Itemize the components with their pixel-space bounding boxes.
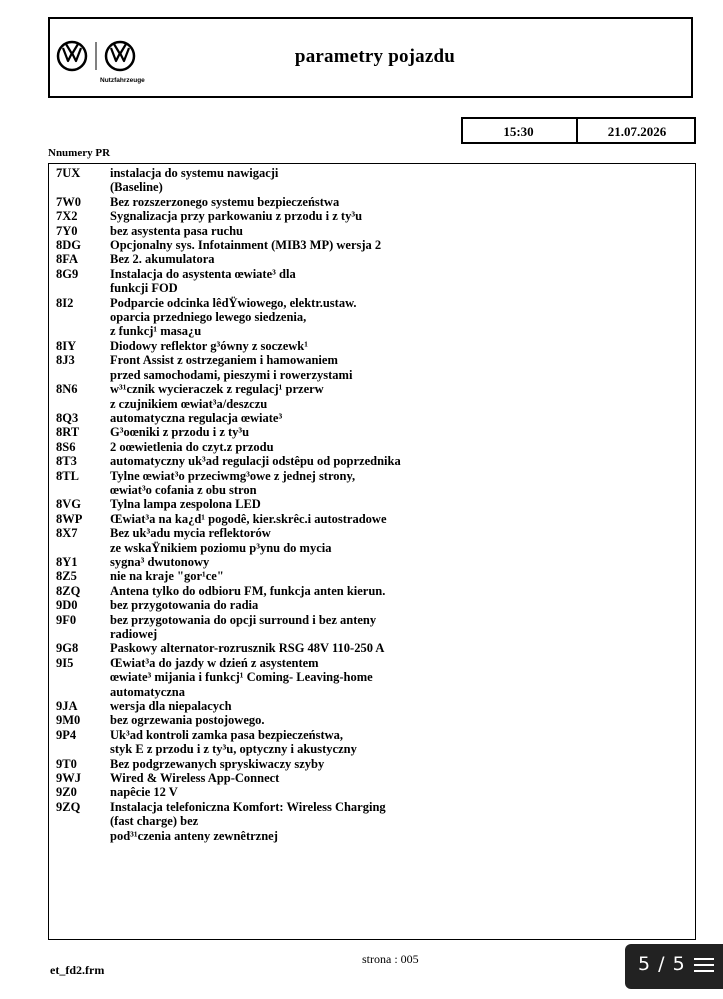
pr-row — [56, 800, 686, 843]
pr-code: 9D0 — [56, 598, 78, 613]
pr-row — [56, 555, 686, 569]
pr-row — [56, 512, 686, 526]
pr-code: 7Y0 — [56, 223, 78, 238]
pr-description: Bez rozszerzonego systemu bezpieczeństwa — [110, 194, 340, 209]
page-number: strona : 005 — [362, 952, 419, 966]
pr-row — [56, 209, 686, 223]
pr-description: Opcjonalny sys. Infotainment (MIB3 MP) wersja 2 — [110, 238, 382, 253]
pr-row — [56, 411, 686, 425]
pr-description: Sygnalizacja przy parkowaniu z przodu i z ty³u — [110, 209, 363, 224]
pr-code: 8G9 — [56, 266, 79, 281]
pr-description: Instalacja telefoniczna Komfort: Wireless Charging (fast charge) bez pod³¹czenia anteny zewnêtrznej — [110, 799, 386, 843]
pr-description: sygna³ dwutonowy — [110, 554, 210, 569]
pr-description: bez asystenta pasa ruchu — [110, 223, 243, 238]
pr-description: automatyczny uk³ad regulacji odstêpu od poprzednika — [110, 454, 401, 469]
pr-row — [56, 238, 686, 252]
pr-code: 7W0 — [56, 194, 81, 209]
pr-description: G³oœniki z przodu i z ty³u — [110, 425, 250, 440]
pr-code: 8N6 — [56, 382, 78, 397]
pr-row — [56, 339, 686, 353]
pr-description: bez przygotowania do radia — [110, 598, 259, 613]
pr-description: Tylna lampa zespolona LED — [110, 497, 261, 512]
pr-description: Tylne œwiat³o przeciwmg³owe z jednej strony, œwiat³o cofania z obu stron — [110, 468, 356, 497]
pr-code: 9WJ — [56, 771, 81, 786]
pr-row — [56, 713, 686, 727]
pr-code: 9I5 — [56, 655, 74, 670]
pr-code: 9F0 — [56, 612, 77, 627]
pr-code: 9ZQ — [56, 799, 81, 814]
pr-row — [56, 267, 686, 296]
pr-description: Wired & Wireless App-Connect — [110, 771, 280, 786]
pr-code: 9Z0 — [56, 785, 77, 800]
hamburger-menu-icon[interactable] — [693, 954, 715, 976]
pr-row — [56, 382, 686, 411]
pr-description: Bez podgrzewanych spryskiwaczy szyby — [110, 756, 325, 771]
pr-row — [56, 785, 686, 799]
pr-code: 8X7 — [56, 526, 78, 541]
pr-description: Front Assist z ostrzeganiem i hamowaniem przed samochodami, pieszymi i rowerzystami — [110, 353, 353, 382]
pr-row — [56, 353, 686, 382]
pr-code: 8RT — [56, 425, 80, 440]
pr-row — [56, 195, 686, 209]
pr-row — [56, 252, 686, 266]
pr-code: 8IY — [56, 338, 77, 353]
pr-row — [56, 757, 686, 771]
pr-row — [56, 166, 686, 195]
pr-code: 8WP — [56, 511, 83, 526]
pr-code: 8S6 — [56, 439, 76, 454]
pr-row — [56, 584, 686, 598]
pr-row — [56, 569, 686, 583]
pr-description: wersja dla niepalacych — [110, 699, 232, 714]
pr-row — [56, 641, 686, 655]
logo-subtext: Nutzfahrzeuge — [100, 77, 145, 84]
pr-code: 8DG — [56, 238, 81, 253]
pr-row — [56, 224, 686, 238]
pr-row — [56, 497, 686, 511]
print-time: 15:30 — [503, 124, 534, 139]
pr-row — [56, 598, 686, 612]
pr-code: 8FA — [56, 252, 78, 267]
form-name: et_fd2.frm — [50, 963, 105, 977]
section-label: Nnumery PR — [48, 147, 111, 159]
pr-description: Paskowy alternator-rozrusznik RSG 48V 110-250 A — [110, 641, 385, 656]
pr-description: w³¹cznik wycieraczek z regulacj¹ przerw z czujnikiem œwiat³a/deszczu — [110, 382, 324, 411]
pr-description: instalacja do systemu nawigacji (Baseline) — [110, 166, 279, 195]
pr-code: 8ZQ — [56, 583, 81, 598]
pr-code: 8TL — [56, 468, 79, 483]
pr-description: Œwiat³a na ka¿d¹ pogodê, kier.skrêc.i autostradowe — [110, 511, 387, 526]
pr-description: bez przygotowania do opcji surround i bez anteny radiowej — [110, 612, 377, 641]
pr-description: Podparcie odcinka lêdŸwiowego, elektr.ustaw. oparcia przedniego lewego siedzenia, z funkcj¹ masa¿u — [110, 295, 357, 339]
pr-description: Bez 2. akumulatora — [110, 252, 215, 267]
pr-description: Œwiat³a do jazdy w dzień z asystentem œwiate³ mijania i funkcj¹ Coming- Leaving-home automatyczna — [110, 655, 373, 699]
pr-description: Bez uk³adu mycia reflektorów ze wskaŸnikiem poziomu p³ynu do mycia — [110, 526, 332, 555]
pr-description: 2 oœwietlenia do czyt.z przodu — [110, 439, 274, 454]
pr-row — [56, 469, 686, 498]
pr-description: Diodowy reflektor g³ówny z soczewk¹ — [110, 338, 308, 353]
vw-logo-mark — [56, 40, 148, 86]
vw-logo — [56, 40, 148, 86]
pr-code: 8VG — [56, 497, 81, 512]
pr-row — [56, 771, 686, 785]
pr-code: 9JA — [56, 699, 78, 714]
pr-row — [56, 440, 686, 454]
pr-row — [56, 454, 686, 468]
pr-description: bez ogrzewania postojowego. — [110, 713, 265, 728]
pr-code: 8I2 — [56, 295, 74, 310]
pr-row — [56, 526, 686, 555]
pr-row — [56, 656, 686, 699]
pr-description: Antena tylko do odbioru FM, funkcja anten kierun. — [110, 583, 386, 598]
pr-row — [56, 613, 686, 642]
pr-row — [56, 296, 686, 339]
pr-description: napêcie 12 V — [110, 785, 178, 800]
print-date: 21.07.2026 — [607, 124, 667, 139]
pr-code: 9T0 — [56, 756, 77, 771]
pr-description: Uk³ad kontroli zamka pasa bezpieczeństwa, styk E z przodu i z ty³u, optyczny i akustyczny — [110, 727, 357, 757]
page-title: parametry pojazdu — [294, 46, 456, 67]
pr-row — [56, 699, 686, 713]
pr-code: 8J3 — [56, 353, 75, 368]
pr-code: 8Q3 — [56, 410, 79, 425]
pr-code: 8T3 — [56, 454, 77, 469]
pr-code: 7UX — [56, 166, 81, 180]
pr-code: 9M0 — [56, 713, 81, 728]
pr-code: 9P4 — [56, 727, 77, 742]
pr-code: 9G8 — [56, 641, 79, 656]
pr-description: Instalacja do asystenta œwiate³ dla funkcji FOD — [110, 266, 296, 296]
pr-row — [56, 728, 686, 757]
pr-description: nie na kraje "gor¹ce" — [110, 569, 224, 584]
pr-row — [56, 425, 686, 439]
page-counter-text: 5 / 5 — [638, 953, 686, 975]
pr-description: automatyczna regulacja œwiate³ — [110, 410, 283, 425]
pr-code: 8Z5 — [56, 569, 77, 584]
pr-code: 7X2 — [56, 209, 78, 224]
pr-code: 8Y1 — [56, 554, 78, 569]
pr-numbers-list — [56, 166, 686, 843]
